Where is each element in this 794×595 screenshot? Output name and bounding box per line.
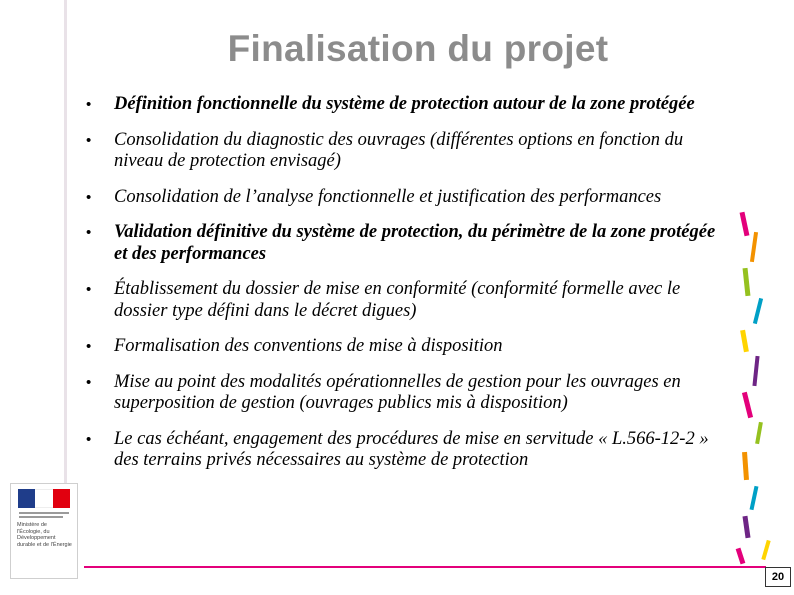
bullet-item xyxy=(86,187,726,209)
ministry-logo xyxy=(10,483,78,579)
bullet-glyph: • xyxy=(86,224,92,241)
bullet-text: Consolidation de l’analyse fonctionnelle et justification des performances xyxy=(114,186,662,207)
deco-bar xyxy=(755,422,763,444)
bullet-item xyxy=(86,429,726,472)
deco-bar xyxy=(761,540,770,560)
bullet-text: Consolidation du diagnostic des ouvrages (différentes options en fonction du niveau de protection envisagé) xyxy=(114,129,684,171)
bullet-glyph: • xyxy=(86,373,92,391)
bullet-list xyxy=(86,94,726,486)
bullet-glyph: • xyxy=(86,188,92,206)
logo-text: Ministère de l'Écologie, du Développement durable et de l'Énergie xyxy=(17,522,72,548)
left-divider xyxy=(64,0,67,535)
bullet-text: Définition fonctionnelle du système de protection autour de la zone protégée xyxy=(114,94,695,114)
bullet-glyph: • xyxy=(86,131,92,149)
logo-rule xyxy=(19,516,63,518)
deco-bar xyxy=(752,356,759,386)
deco-bar xyxy=(750,232,758,262)
bullet-text: Le cas échéant, engagement des procédures de mise en servitude « L.566-12-2 » des terrains privés nécessaires au système de protection xyxy=(114,428,709,470)
bullet-text: Formalisation des conventions de mise à disposition xyxy=(114,336,503,356)
deco-bar xyxy=(740,330,749,353)
deco-bar xyxy=(736,548,746,565)
footer-accent-bar xyxy=(84,566,766,568)
deco-bar xyxy=(750,486,759,510)
bullet-item xyxy=(86,222,726,265)
bullet-glyph: • xyxy=(86,338,92,355)
bullet-text: Validation définitive du système de protection, du périmètre de la zone protégée et des performances xyxy=(114,222,716,264)
bullet-item xyxy=(86,130,726,173)
bullet-item xyxy=(86,372,726,415)
bullet-item xyxy=(86,336,726,358)
deco-bar xyxy=(740,212,750,237)
bullet-glyph: • xyxy=(86,281,92,298)
deco-bar xyxy=(742,516,750,538)
bullet-text: Mise au point des modalités opérationnelles de gestion pour les ouvrages en superposition de gestion (ouvrages publics mis à disposition) xyxy=(114,371,681,413)
deco-bar xyxy=(753,298,763,324)
deco-bar xyxy=(742,392,753,418)
logo-rule xyxy=(19,512,69,514)
bullet-text: Établissement du dossier de mise en conformité (conformité formelle avec le dossier type défini dans le décret digues) xyxy=(114,279,681,321)
deco-bar xyxy=(743,268,751,296)
bullet-glyph: • xyxy=(86,96,92,113)
slide-title: Finalisation du projet xyxy=(227,28,609,69)
bullet-item xyxy=(86,279,726,322)
flag-icon xyxy=(18,489,70,508)
bullet-glyph: • xyxy=(86,430,92,448)
deco-bar xyxy=(742,452,749,480)
page-number: 20 xyxy=(765,567,791,587)
bullet-item xyxy=(86,94,726,116)
